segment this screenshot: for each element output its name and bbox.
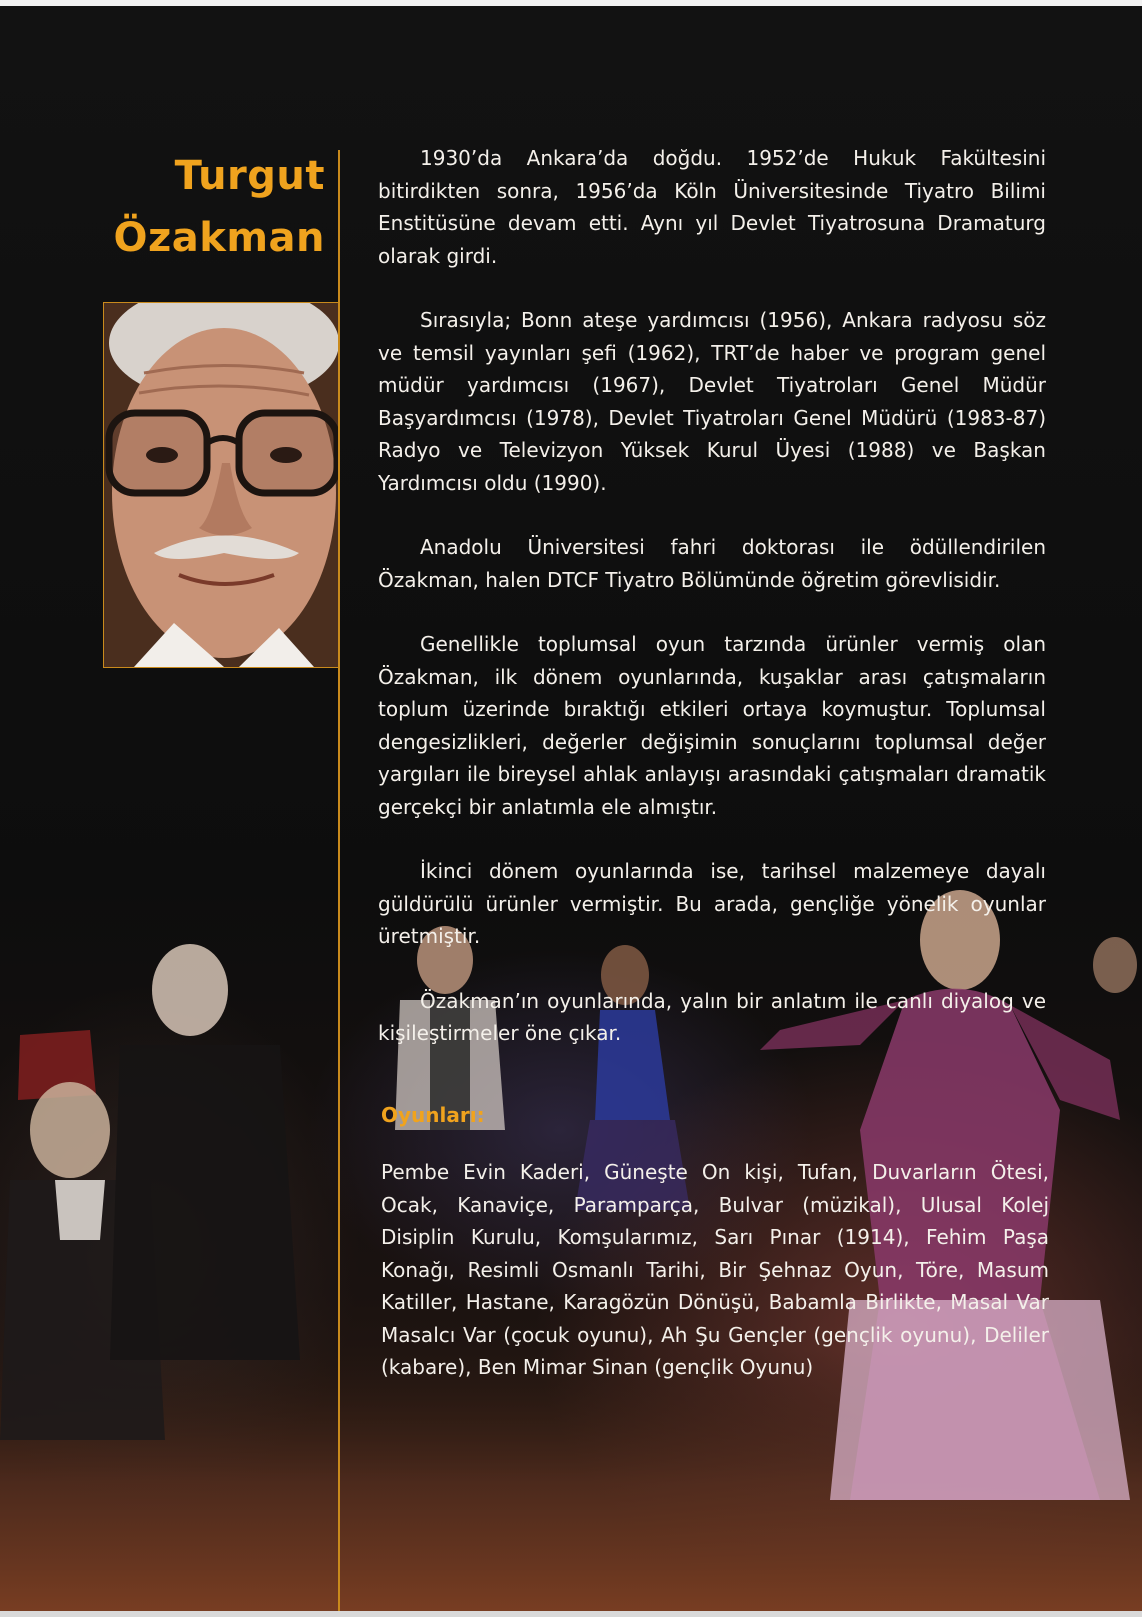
bio-paragraph: Anadolu Üniversitesi fahri doktorası ile ödüllendirilen Özakman, halen DTCF Tiyatro Bölümünde öğretim görevlisidir. xyxy=(378,535,1046,592)
vertical-divider xyxy=(338,150,340,1617)
page-top-edge xyxy=(0,0,1142,6)
page-bottom-edge xyxy=(0,1611,1142,1617)
bio-paragraph: Özakman’ın oyunlarında, yalın bir anlatım ile canlı diyalog ve kişileştirmeler öne çıkar. xyxy=(378,988,1046,1045)
portrait-photo xyxy=(103,302,338,668)
title-last-name: Özakman xyxy=(113,215,325,261)
title-first-name: Turgut xyxy=(174,153,325,199)
bio-paragraph: İkinci dönem oyunlarında ise, tarihsel malzemeye dayalı güldürülü ürünler vermiştir. Bu arada, gençliğe yönelik oyunlar üretmiştir. xyxy=(378,859,1046,948)
plays-heading: Oyunları: xyxy=(381,1103,485,1127)
portrait-illustration xyxy=(104,303,338,667)
biography-text xyxy=(378,142,1046,1050)
bio-paragraph: Genellikle toplumsal oyun tarzında ürünler vermiş olan Özakman, ilk dönem oyunlarında, kuşaklar arası çatışmaların toplum üzerinde bıraktığı etkileri ortaya koymuştur. Toplumsal dengesizlikleri, değerler değişimin sonuçlarını toplumsal değer yargıları ile bireysel ahlak anlayışı arasındaki çatışmaları dramatik gerçekçi bir anlatımla ele almıştır. xyxy=(378,632,1046,819)
bio-paragraph: 1930’da Ankara’da doğdu. 1952’de Hukuk Fakültesini bitirdikten sonra, 1956’da Köln Üniversitesinde Tiyatro Bilimi Enstitüsüne devam etti. Aynı yıl Devlet Tiyatrosuna Dramaturg olarak girdi. xyxy=(378,146,1046,268)
bio-paragraph: Sırasıyla; Bonn ateşe yardımcısı (1956), Ankara radyosu söz ve temsil yayınları şefi (1962), TRT’de haber ve program genel müdür yardımcısı (1967), Devlet Tiyatroları Genel Müdür Başyardımcısı (1978), Devlet Tiyatroları Genel Müdürü (1983-87) Radyo ve Televizyon Yüksek Kurul Üyesi (1988) ve Başkan Yardımcısı oldu (1990). xyxy=(378,308,1046,495)
plays-list: Pembe Evin Kaderi, Güneşte On kişi, Tufan, Duvarların Ötesi, Ocak, Kanaviçe, Paramparça, Bulvar (müzikal), Ulusal Kolej Disiplin Kurulu, Komşularımız, Sarı Pınar (1914), Fehim Paşa Konağı, Resimli Osmanlı Tarihi, Bir Şehnaz Oyun, Töre, Masum Katiller, Hastane, Karagözün Dönüşü, Babamla Birlikte, Masal Var Masalcı Var (çocuk oyunu), Ah Şu Gençler (gençlik oyunu), Deliler (kabare), Ben Mimar Sinan (gençlik Oyunu) xyxy=(381,1160,1049,1379)
page-title xyxy=(70,145,325,269)
